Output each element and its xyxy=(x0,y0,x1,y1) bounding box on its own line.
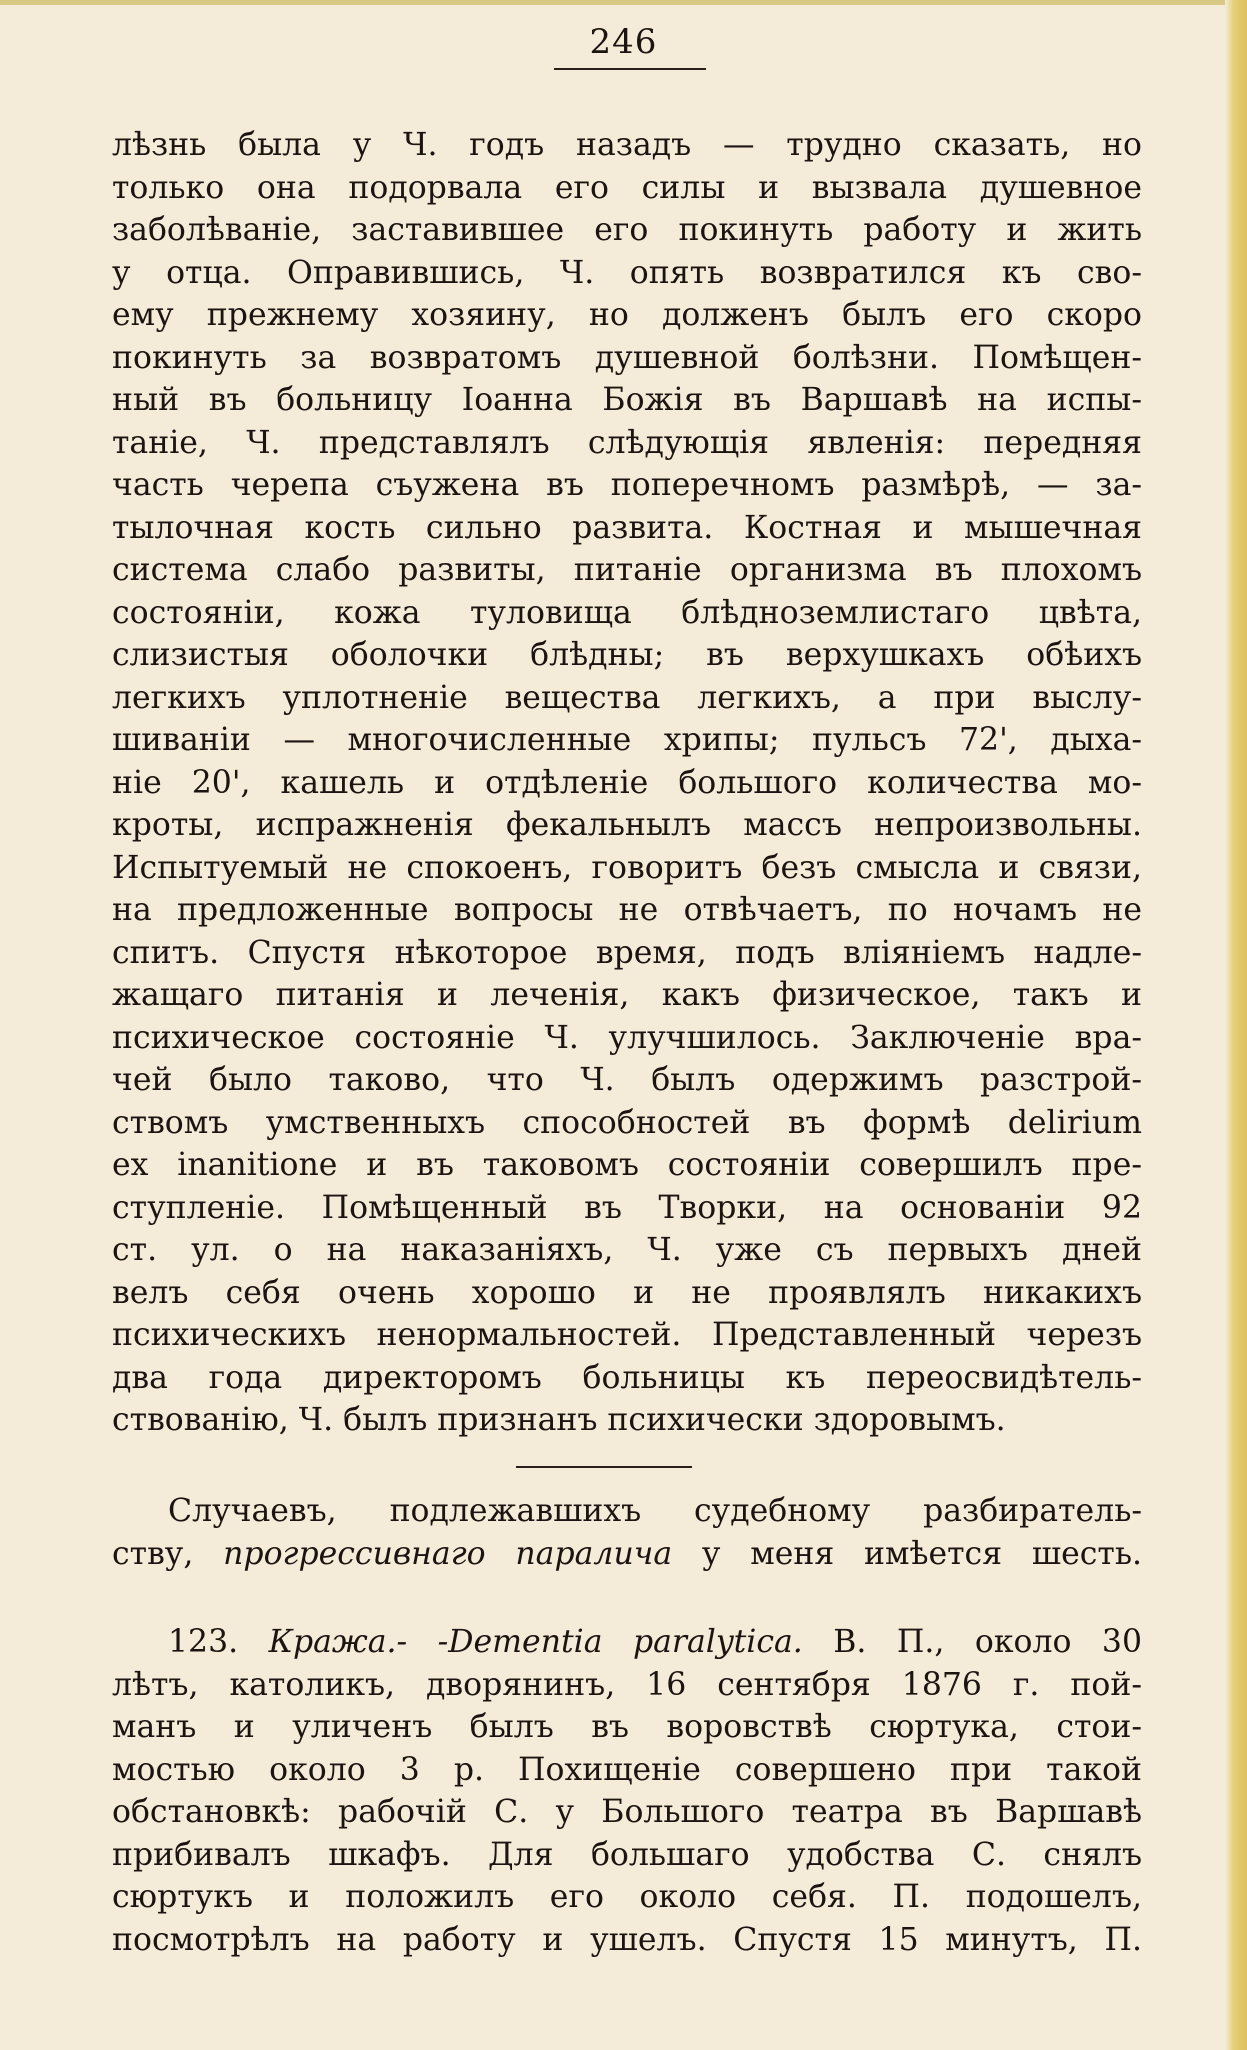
text-line: велъ себя очень хорошо и не проявлялъ никакихъ xyxy=(112,1274,1142,1311)
text-line: лѣтъ, католикъ, дворянинъ, 16 сентября 1876 г. пой- xyxy=(112,1666,1142,1703)
text-line: кроты, испражненія фекальнылъ массъ непроизвольны. xyxy=(112,807,1142,843)
text-segment: ству, xyxy=(112,1535,194,1572)
text-line: у отца. Оправившись, Ч. опять возвратился къ сво- xyxy=(112,254,1142,291)
text-line: лѣзнь была у Ч. годъ назадъ — трудно сказать, но xyxy=(112,127,1142,163)
text-line: покинуть за возвратомъ душевной болѣзни. Помѣщен- xyxy=(112,339,1142,376)
text-line: ст. ул. о на наказаніяхъ, Ч. уже съ первыхъ дней xyxy=(112,1232,1142,1268)
case-number: 123. xyxy=(168,1624,239,1660)
section-divider xyxy=(516,1466,692,1468)
italic-term: прогрессивнаго паралича xyxy=(223,1535,673,1572)
text-line: обстановкѣ: рабочій С. у Большого театра въ Варшавѣ xyxy=(112,1794,1142,1830)
page-number: 246 xyxy=(589,22,658,62)
text-line: психическое состояніе Ч. улучшилось. Заключеніе вра- xyxy=(112,1019,1142,1056)
text-line: посмотрѣлъ на работу и ушелъ. Спустя 15 минутъ, П. xyxy=(112,1921,1142,1958)
text-line: сюртукъ и положилъ его около себя. П. подошелъ, xyxy=(112,1879,1142,1915)
text-segment: В. П., около 30 xyxy=(833,1624,1142,1660)
text-line: спитъ. Спустя нѣкоторое время, подъ вліяніемъ надле- xyxy=(112,934,1142,971)
text-line: два года директоромъ больницы къ переосвидѣтель- xyxy=(112,1359,1142,1396)
text-line: психическихъ ненормальностей. Представленный черезъ xyxy=(112,1317,1142,1353)
text-line: ный въ больницу Іоанна Божія въ Варшавѣ на испы- xyxy=(112,382,1142,418)
text-line: часть черепа съужена въ поперечномъ размѣрѣ, — за- xyxy=(112,467,1142,503)
text-line: ствомъ умственныхъ способностей въ формѣ delirium xyxy=(112,1104,1142,1141)
text-line xyxy=(112,1533,1142,1576)
page-gilt-edge xyxy=(1225,0,1247,2050)
paragraph-case-continuation xyxy=(112,124,1142,1442)
text-line: ствованію, Ч. былъ признанъ психически здоровымъ. xyxy=(112,1402,1006,1438)
text-line: мостью около 3 р. Похищеніе совершено при такой xyxy=(112,1751,1142,1788)
text-line: система слабо развиты, питаніе организма въ плохомъ xyxy=(112,552,1142,588)
text-line: легкихъ уплотненіе вещества легкихъ, а при выслу- xyxy=(112,679,1142,716)
text-line: таніе, Ч. представлялъ слѣдующія явленія: передняя xyxy=(112,424,1142,461)
case-title: Кража.- -Dementia paralytica. xyxy=(268,1624,803,1660)
paragraph-case-123 xyxy=(112,1621,1142,1961)
text-line: на предложенные вопросы не отвѣчаетъ, по ночамъ не xyxy=(112,892,1142,928)
text-line: заболѣваніе, заставившее его покинуть работу и жить xyxy=(112,212,1142,248)
text-line: только она подорвала его силы и вызвала душевное xyxy=(112,169,1142,206)
text-line: ex inanitione и въ таковомъ состояніи совершилъ пре- xyxy=(112,1147,1142,1183)
text-line: ему прежнему хозяину, но долженъ былъ его скоро xyxy=(112,297,1142,333)
text-line: состояніи, кожа туловища блѣдноземлистаго цвѣта, xyxy=(112,594,1142,631)
text-line: Испытуемый не спокоенъ, говоритъ безъ смысла и связи, xyxy=(112,849,1142,886)
text-line: слизистыя оболочки блѣдны; въ верхушкахъ обѣихъ xyxy=(112,637,1142,673)
text-line: прибивалъ шкафъ. Для большаго удобства С. снялъ xyxy=(112,1836,1142,1873)
text-line xyxy=(112,1621,1142,1664)
text-line: шиваніи — многочисленные хрипы; пульсъ 72', дыха- xyxy=(112,722,1142,758)
text-line: тылочная кость сильно развита. Костная и мышечная xyxy=(112,509,1142,546)
text-segment: у меня имѣется шесть. xyxy=(701,1535,1142,1572)
page-top-edge xyxy=(0,0,1247,5)
text-line: чей было таково, что Ч. былъ одержимъ разстрой- xyxy=(112,1062,1142,1098)
text-line: ніе 20', кашель и отдѣленіе большого количества мо- xyxy=(112,764,1142,801)
paragraph-progressive-paralysis xyxy=(112,1490,1142,1575)
text-line: ступленіе. Помѣщенный въ Творки, на основаніи 92 xyxy=(112,1189,1142,1226)
text-line: манъ и уличенъ былъ въ воровствѣ сюртука, стои- xyxy=(112,1709,1142,1745)
text-line xyxy=(112,1490,1142,1533)
text-segment: Случаевъ, подлежавшихъ судебному разбиратель- xyxy=(168,1493,1142,1529)
header-rule xyxy=(554,68,706,70)
text-line: жащаго питанія и леченія, какъ физическое, такъ и xyxy=(112,977,1142,1013)
